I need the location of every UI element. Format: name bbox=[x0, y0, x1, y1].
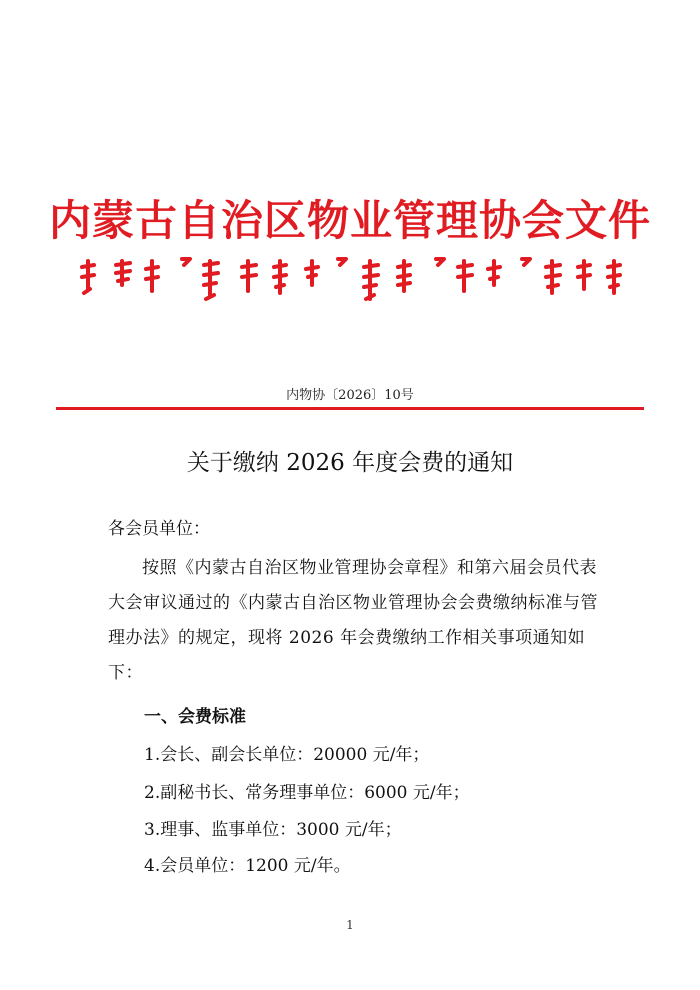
intro-paragraph: 按照《内蒙古自治区物业管理协会章程》和第六届会员代表大会审议通过的《内蒙古自治区物业管理协会会费缴纳标准与管理办法》的规定，现将 2026 年会费缴纳工作相关事项通知如下： bbox=[108, 558, 598, 683]
fee-item: 3.理事、监事单位：3000 元/年； bbox=[144, 820, 402, 840]
fee-item: 2.副秘书长、常务理事单位：6000 元/年； bbox=[144, 783, 470, 803]
notice-title: 关于缴纳 2026 年度会费的通知 bbox=[186, 450, 514, 476]
page-number: 1 bbox=[346, 918, 354, 932]
salutation: 各会员单位： bbox=[108, 519, 210, 539]
fee-item: 4.会员单位：1200 元/年。 bbox=[144, 856, 351, 876]
mongolian-script-letterhead bbox=[80, 255, 625, 305]
fee-item: 1.会长、副会长单位：20000 元/年； bbox=[144, 745, 430, 765]
red-divider-line bbox=[56, 407, 644, 410]
section-heading-fee-standard: 一、会费标准 bbox=[144, 707, 246, 727]
org-letterhead-title: 内蒙古自治区物业管理协会文件 bbox=[48, 196, 651, 245]
document-number: 内物协〔2026〕10号 bbox=[286, 388, 414, 403]
